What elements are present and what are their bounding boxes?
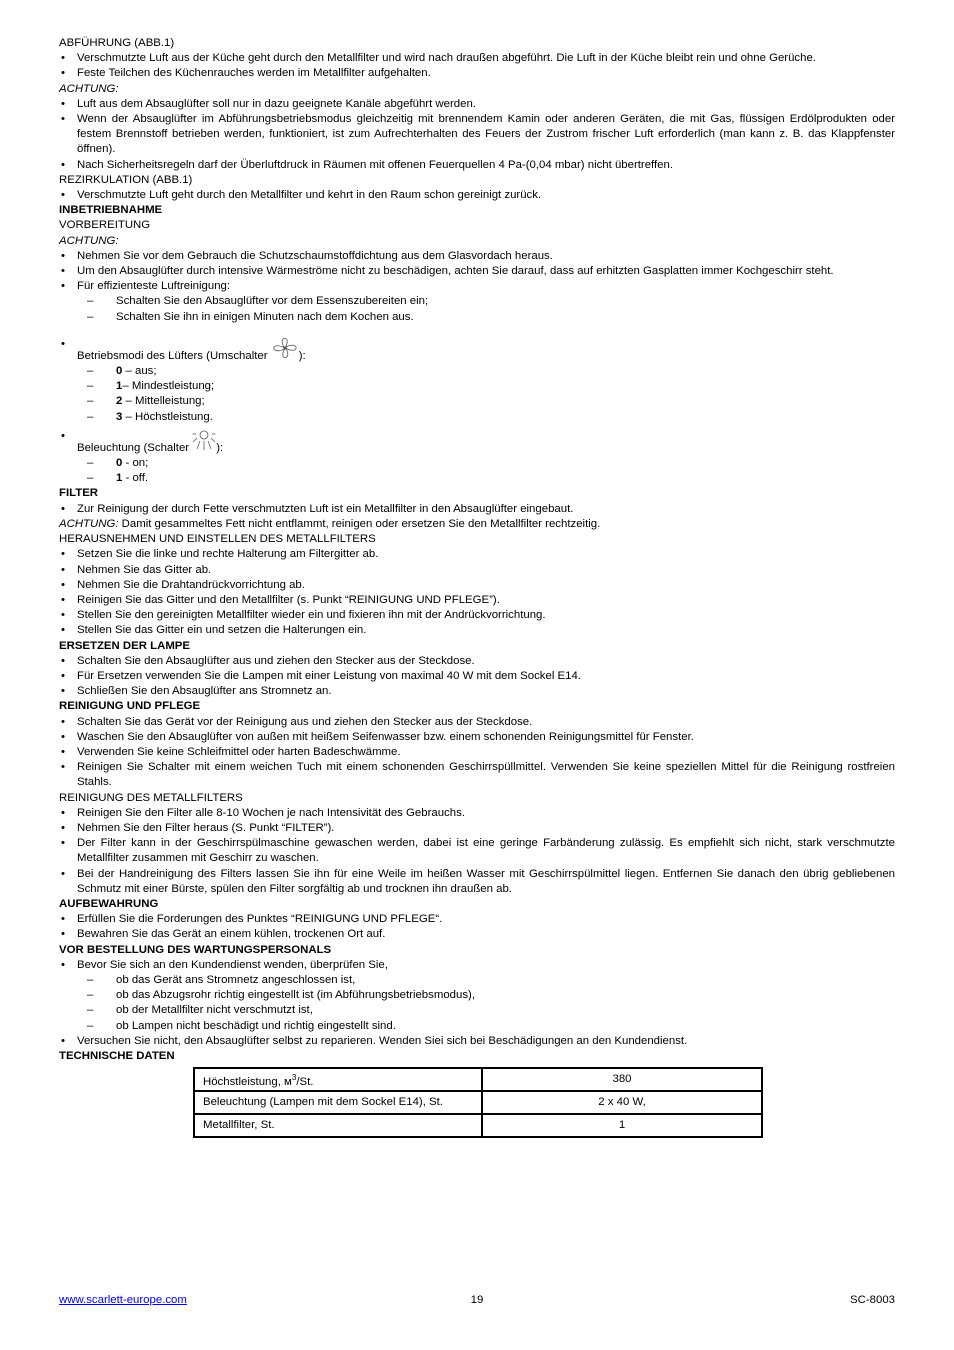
fan-modes-list [59, 364, 895, 425]
fan-mode-text: – Mittelleistung; [122, 395, 205, 408]
bullet-vorbereitung-3: • Für effizienteste Luftreinigung: [59, 279, 895, 294]
heading-inbetriebnahme: INBETRIEBNAHME [59, 204, 163, 217]
bullet-herausnehmen-4: • Reinigen Sie das Gitter und den Metallfilter (s. Punkt “REINIGUNG UND PFLEGE”). [59, 593, 895, 608]
dash-luftreinigung-1: – Schalten Sie den Absauglüfter vor dem Essenszubereiten ein; [59, 294, 895, 309]
spec-label-suffix: /St. [296, 1075, 314, 1088]
bullet-achtung-2: • Wenn der Absauglüfter im Abführungsbetriebsmodus gleichzeitig mit brennendem Kamin oder anderen Geräten, die mit Gas, flüssigen Erdölprodukten oder festem Brennstoff betrieben werden, funktioniert, ist zum Aufrechterhalten des Feuers der Zustrom frischer Luft erforderlich (man kann z. B. das Klappfenster öffnen). [59, 112, 895, 158]
spec-value: 2 x 40 W, [482, 1091, 762, 1114]
bullet-metallfilter-3: • Der Filter kann in der Geschirrspülmaschine gewaschen werden, dabei ist eine geringe Farbänderung zulässig. Es empfiehlt sich nicht, stark verschmutzte Metallfilter zusammen mit Geschirr zu waschen. [59, 836, 895, 866]
bullet-lampe-1: • Schalten Sie den Absauglüfter aus und ziehen den Stecker aus der Steckdose. [59, 654, 895, 669]
heading-reinigung-pflege: REINIGUNG UND PFLEGE [59, 700, 201, 713]
bullet-herausnehmen-2: • Nehmen Sie das Gitter ab. [59, 563, 895, 578]
bullet-vorbereitung-1: • Nehmen Sie vor dem Gebrauch die Schutzschaumstoffdichtung aus dem Glasvordach heraus. [59, 249, 895, 264]
dash-wartung-3: – ob der Metallfilter nicht verschmutzt ist, [59, 1003, 895, 1018]
spec-label-text: Höchstleistung, м [203, 1075, 292, 1088]
heading-aufbewahrung: AUFBEWAHRUNG [59, 897, 159, 910]
heading-rezirkulation: REZIRKULATION (ABB.1) [59, 173, 193, 186]
lighting-mode-text: - on; [122, 457, 149, 470]
manual-page-content [59, 36, 895, 1138]
lighting-label-end: ): [216, 441, 224, 454]
page-number: 19 [470, 1294, 484, 1306]
lighting-label: Beleuchtung (Schalter [77, 441, 193, 454]
heading-filter: FILTER [59, 487, 99, 500]
heading-reinigung-metallfilter: REINIGUNG DES METALLFILTERS [59, 791, 243, 804]
bullet-herausnehmen-1: • Setzen Sie die linke und rechte Halterung am Filtergitter ab. [59, 547, 895, 562]
spec-label-text: Metallfilter, St. [203, 1119, 275, 1132]
fan-mode-text: – aus; [122, 365, 157, 378]
spec-label [194, 1068, 482, 1091]
fan-mode-text: – Höchstleistung. [122, 410, 213, 423]
fan-icon [271, 337, 299, 364]
dash-luftreinigung-2: – Schalten Sie ihn in einigen Minuten nach dem Kochen aus. [59, 310, 895, 325]
bullet-reinigung-3: • Verwenden Sie keine Schleifmittel oder harten Badeschwämme. [59, 745, 895, 760]
bullet-filter-1: • Zur Reinigung der durch Fette verschmutzten Luft ist ein Metallfilter in den Absauglüfter eingebaut. [59, 502, 895, 517]
bullet-lampe-2: • Für Ersetzen verwenden Sie die Lampen mit einer Leistung von maximal 40 W mit dem Sockel E14. [59, 669, 895, 684]
fan-mode-0 [59, 364, 895, 379]
bullet-aufbewahrung-2: • Bewahren Sie das Gerät an einem kühlen, trockenen Ort auf. [59, 927, 895, 942]
bullet-lighting [59, 429, 895, 456]
lighting-mode-1 [59, 471, 895, 486]
bullet-abfuehrung-1: • Verschmutzte Luft aus der Küche geht durch den Metallfilter und wird nach draußen abgeführt. Die Luft in der Küche bleibt rein und ohne Gerüche. [59, 51, 895, 66]
bullet-aufbewahrung-1: • Erfüllen Sie die Forderungen des Punktes “REINIGUNG UND PFLEGE“. [59, 912, 895, 927]
spec-value: 380 [482, 1068, 762, 1091]
section-maintenance [59, 532, 895, 1064]
bullet-fan-modes [59, 337, 895, 364]
bullet-achtung-3: • Nach Sicherheitsregeln darf der Überluftdruck in Räumen mit offenen Feuerquellen 4 Pa-(0,04 mbar) nicht übertreffen. [59, 158, 895, 173]
fan-modes-label: Betriebsmodi des Lüfters (Umschalter [77, 349, 271, 362]
bullet-abfuehrung-2: • Feste Teilchen des Küchenrauches werden im Metallfilter aufgehalten. [59, 66, 895, 81]
bullet-metallfilter-1: • Reinigen Sie den Filter alle 8-10 Wochen je nach Intensivität des Gebrauchs. [59, 806, 895, 821]
filter-achtung-text: Damit gesammeltes Fett nicht entflammt, reinigen oder ersetzen Sie den Metallfilter rechtzeitig. [118, 517, 601, 530]
heading-ersetzen-lampe: ERSETZEN DER LAMPE [59, 639, 191, 652]
spec-row [194, 1091, 762, 1114]
model-number: SC-8003 [850, 1294, 895, 1306]
fan-mode-text: – Mindestleistung; [122, 380, 215, 393]
bullet-reinigung-4: • Reinigen Sie Schalter mit einem weichen Tuch mit einem schonenden Geschirrspüllmittel. Verwenden Sie keine speziellen Mittel für die Reinigung rostfreien Stahls. [59, 760, 895, 790]
spec-row [194, 1068, 762, 1091]
light-icon [192, 429, 216, 456]
dash-wartung-2: – ob das Abzugsrohr richtig eingestellt ist (im Abführungsbetriebsmodus), [59, 988, 895, 1003]
achtung-label-2: ACHTUNG: [59, 234, 119, 247]
bullet-herausnehmen-6: • Stellen Sie das Gitter ein und setzen die Halterungen ein. [59, 623, 895, 638]
lighting-mode-key: 1 [116, 472, 123, 485]
fan-mode-3 [59, 410, 895, 425]
spec-label-superscript: 3 [291, 1072, 297, 1082]
heading-abfuehrung: ABFÜHRUNG (ABB.1) [59, 37, 175, 49]
fan-mode-1 [59, 379, 895, 394]
lighting-mode-0 [59, 456, 895, 471]
bullet-reinigung-2: • Waschen Sie den Absauglüfter von außen mit heißem Seifenwasser bzw. einem schonenden Reinigungsmittel für Fenster. [59, 730, 895, 745]
bullet-rezirkulation-1: • Verschmutzte Luft geht durch den Metallfilter und kehrt in den Raum schon gereinigt zurück. [59, 188, 895, 203]
achtung-label-1: ACHTUNG: [59, 82, 119, 95]
lighting-mode-key: 0 [116, 457, 123, 470]
bullet-metallfilter-4: • Bei der Handreinigung des Filters lassen Sie ihn für eine Weile im heißen Wasser mit Geschirrspülmittel liegen. Entfernen Sie danach den übrig gebliebenen Schmutz mit einer Bürste, spülen den Filter sorgfältig ab und trocknen ihn draußen ab. [59, 867, 895, 897]
bullet-vorbereitung-2: • Um den Absauglüfter durch intensive Wärmeströme nicht zu beschädigen, achten Sie darauf, dass auf erhitzten Gasplatten immer Kochgeschirr steht. [59, 264, 895, 279]
fan-mode-key: 0 [116, 365, 123, 378]
bullet-wartung-2: • Versuchen Sie nicht, den Absauglüfter selbst zu reparieren. Wenden Siei sich bei Beschädigungen an den Kundendienst. [59, 1034, 895, 1049]
heading-wartungspersonal: VOR BESTELLUNG DES WARTUNGSPERSONALS [59, 943, 332, 956]
fan-modes-label-end: ): [298, 349, 306, 362]
heading-vorbereitung: VORBEREITUNG [59, 219, 151, 232]
bullet-achtung-1: • Luft aus dem Absauglüfter soll nur in dazu geeignete Kanäle abgeführt werden. [59, 97, 895, 112]
spec-value: 1 [482, 1114, 762, 1137]
dash-wartung-4: – ob Lampen nicht beschädigt und richtig eingestellt sind. [59, 1019, 895, 1034]
lighting-list [59, 456, 895, 486]
spec-label [194, 1114, 482, 1137]
fan-mode-key: 1 [116, 380, 123, 393]
spec-label-text: Beleuchtung (Lampen mit dem Sockel E14), St. [203, 1096, 443, 1109]
bullet-wartung-1: • Bevor Sie sich an den Kundendienst wenden, überprüfen Sie, [59, 958, 895, 973]
section-ventilation [59, 36, 895, 325]
fan-mode-2 [59, 394, 895, 409]
filter-achtung-note [59, 517, 895, 532]
heading-herausnehmen: HERAUSNEHMEN UND EINSTELLEN DES METALLFILTERS [59, 533, 376, 546]
spec-table [193, 1067, 763, 1138]
heading-technische-daten: TECHNISCHE DATEN [59, 1050, 175, 1062]
bullet-reinigung-1: • Schalten Sie das Gerät vor der Reinigung aus und ziehen den Stecker aus der Steckdose. [59, 715, 895, 730]
dash-wartung-1: – ob das Gerät ans Stromnetz angeschlossen ist, [59, 973, 895, 988]
bullet-metallfilter-2: • Nehmen Sie den Filter heraus (S. Punkt “FILTER”). [59, 821, 895, 836]
bullet-lampe-3: • Schließen Sie den Absauglüfter ans Stromnetz an. [59, 684, 895, 699]
spec-row [194, 1114, 762, 1137]
footer-website-link[interactable]: www.scarlett-europe.com [59, 1294, 187, 1306]
bullet-herausnehmen-3: • Nehmen Sie die Drahtandrückvorrichtung ab. [59, 578, 895, 593]
lighting-mode-text: - off. [122, 472, 149, 485]
fan-mode-key: 3 [116, 410, 123, 423]
fan-mode-key: 2 [116, 395, 123, 408]
bullet-herausnehmen-5: • Stellen Sie den gereinigten Metallfilter wieder ein und fixieren ihn mit der Andrückvorrichtung. [59, 608, 895, 623]
achtung-label-3: ACHTUNG: [59, 517, 119, 530]
spec-label [194, 1091, 482, 1114]
